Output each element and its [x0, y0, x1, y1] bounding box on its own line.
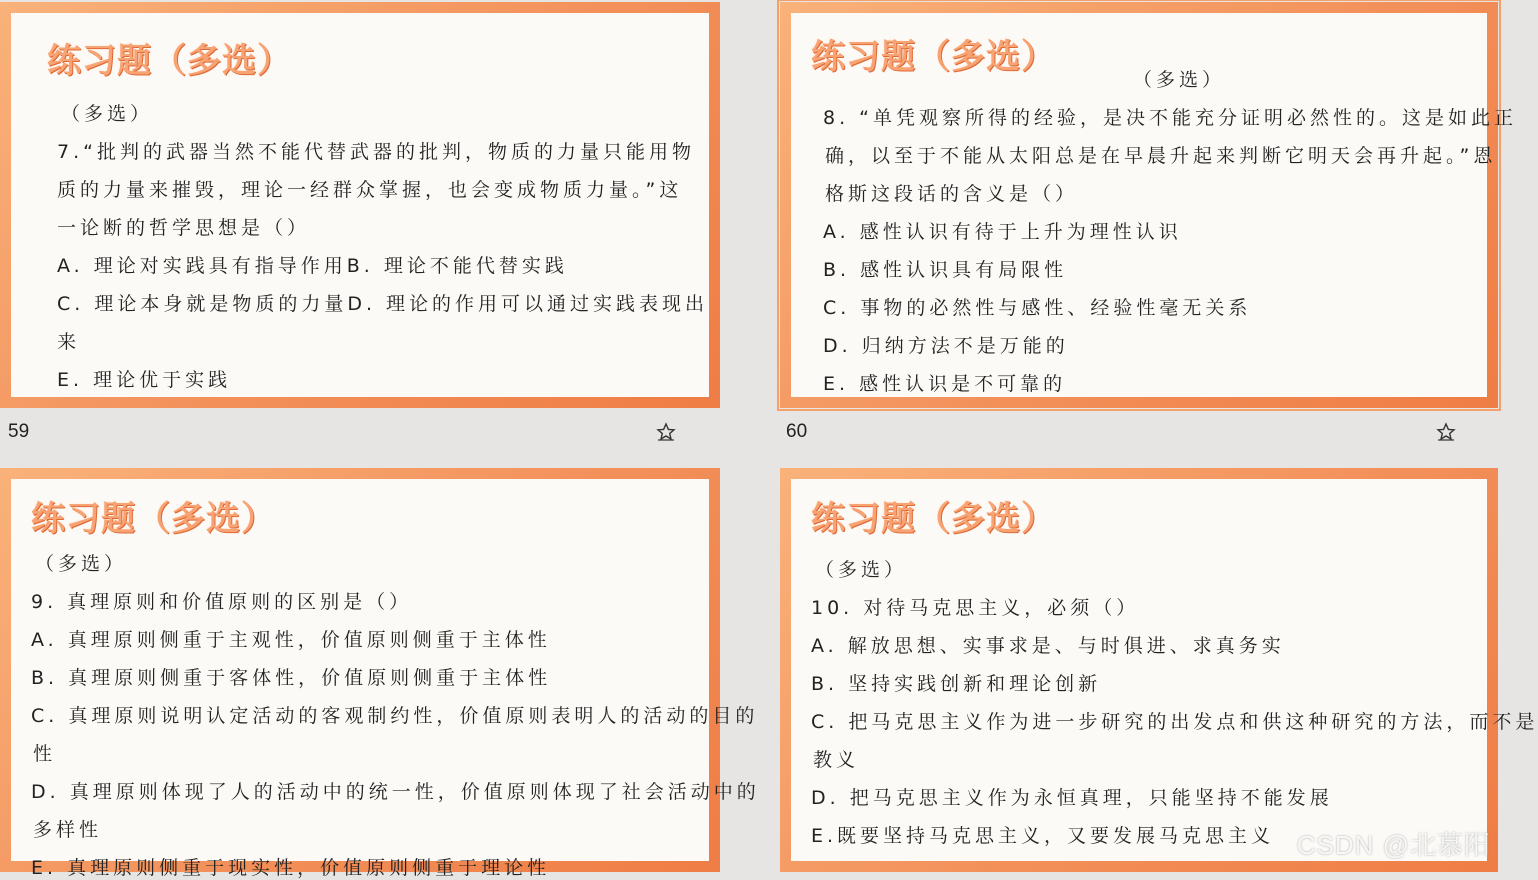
option-d: D. 真理原则体现了人的活动中的统一性，价值原则体现了社会活动中的 — [31, 781, 760, 803]
option-d-cont: 多样性 — [33, 819, 103, 841]
option-d: D. 归纳方法不是万能的 — [823, 335, 1069, 357]
option-b: B. 感性认识具有局限性 — [823, 259, 1068, 281]
option-d: D. 把马克思主义作为永恒真理，只能坚持不能发展 — [811, 787, 1333, 809]
option-b: B. 真理原则侧重于客体性，价值原则侧重于主体性 — [31, 667, 552, 689]
option-c-d: C. 理论本身就是物质的力量D. 理论的作用可以通过实践表现出 — [57, 293, 709, 315]
option-c-cont: 教义 — [813, 749, 860, 771]
question-text: 一论断的哲学思想是（） — [57, 217, 311, 239]
option-c: C. 真理原则说明认定活动的客观制约性，价值原则表明人的活动的目的 — [31, 705, 759, 727]
question-type: （多选） — [1133, 69, 1226, 91]
question-text: 格斯这段话的含义是（） — [825, 183, 1079, 205]
slide-title: 练习题（多选） — [811, 499, 1056, 539]
option-e: E. 感性认识是不可靠的 — [823, 373, 1067, 395]
option-e: E. 真理原则侧重于现实性，价值原则侧重于理论性 — [31, 857, 551, 879]
option-d-cont: 来 — [57, 331, 81, 353]
option-c: C. 事物的必然性与感性、经验性毫无关系 — [823, 297, 1252, 319]
slide-content — [791, 479, 1538, 861]
option-a: A. 解放思想、实事求是、与时俱进、求真务实 — [811, 635, 1285, 657]
slide-thumbnail-62[interactable] — [780, 468, 1538, 872]
slide-thumbnail-60[interactable] — [780, 2, 1518, 408]
option-a: A. 感性认识有待于上升为理性认识 — [823, 221, 1182, 243]
question-text: 8. “单凭观察所得的经验，是决不能充分证明必然性的。这是如此正 — [823, 107, 1518, 129]
star-outline-icon[interactable] — [1436, 422, 1456, 442]
slide-title: 练习题（多选） — [47, 41, 292, 81]
option-c-cont: 性 — [33, 743, 57, 765]
option-a: A. 真理原则侧重于主观性，价值原则侧重于主体性 — [31, 629, 551, 651]
question-text: 质的力量来摧毁，理论一经群众掌握，也会变成物质力量。”这 — [57, 179, 683, 201]
star-outline-icon[interactable] — [656, 422, 676, 442]
option-e: E. 理论优于实践 — [57, 369, 232, 391]
question-type: （多选） — [61, 103, 154, 125]
question-type: （多选） — [815, 559, 908, 581]
question-text: 10. 对待马克思主义，必须（） — [811, 597, 1140, 619]
option-c: C. 把马克思主义作为进一步研究的出发点和供这种研究的方法，而不是 — [811, 711, 1538, 733]
slide-title: 练习题（多选） — [31, 499, 276, 539]
slide-thumbnail-59[interactable] — [0, 2, 720, 408]
slide-content — [11, 479, 760, 879]
option-b: B. 坚持实践创新和理论创新 — [811, 673, 1102, 695]
option-e: E.既要坚持马克思主义，又要发展马克思主义 — [811, 825, 1275, 847]
slide-content — [11, 13, 709, 397]
option-a-b: A. 理论对实践具有指导作用B. 理论不能代替实践 — [57, 255, 568, 277]
slide-content — [791, 13, 1518, 397]
slide-title: 练习题（多选） — [811, 37, 1056, 77]
slide-number: 59 — [8, 421, 30, 442]
watermark: CSDN @北慕阳 — [1296, 830, 1491, 860]
question-text: 确，以至于不能从太阳总是在早晨升起来判断它明天会再升起。”恩 — [825, 145, 1497, 167]
question-type: （多选） — [35, 553, 128, 575]
question-text: 7.“批判的武器当然不能代替武器的批判，物质的力量只能用物 — [57, 141, 695, 163]
slide-number: 60 — [786, 421, 808, 442]
question-text: 9. 真理原则和价值原则的区别是（） — [31, 591, 413, 613]
slide-thumbnail-61[interactable] — [0, 468, 760, 879]
